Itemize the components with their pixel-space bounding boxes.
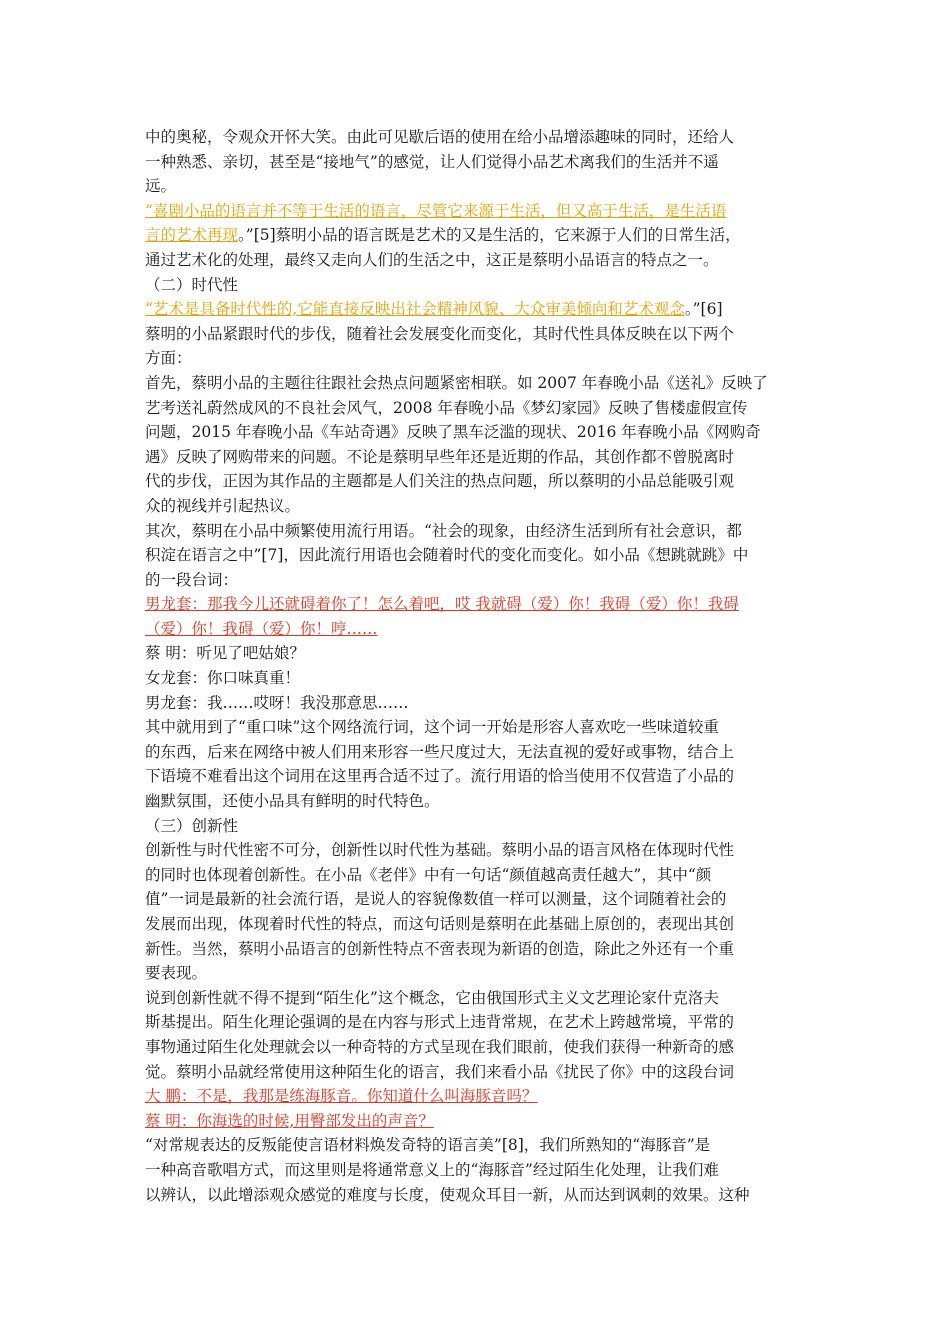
text-line [145, 740, 810, 765]
body-text: （三）创新性 [145, 816, 239, 835]
body-text: 众的视线并引起热议。 [145, 496, 301, 515]
text-line [145, 961, 810, 986]
body-text: 要表现。 [145, 964, 208, 983]
body-text: 首先，蔡明小品的主题往往跟社会热点问题紧密相联。如 2007 年春晚小品《送礼》反映了 [145, 373, 768, 392]
body-text: 代的步伐，正因为其作品的主题都是人们关注的热点问题，所以蔡明的小品总能吸引观 [145, 472, 735, 491]
text-line [145, 420, 810, 445]
text-line [145, 617, 810, 642]
text-line [145, 937, 810, 962]
text-line [145, 568, 810, 593]
body-text: 问题，2015 年春晚小品《车站奇遇》反映了黑车泛滥的现状、2016 年春晚小品《网购奇 [145, 423, 761, 442]
body-text: 通过艺术化的处理，最终又走向人们的生活之中，这正是蔡明小品语言的特点之一。 [145, 250, 719, 269]
body-text: 斯基提出。陌生化理论强调的是在内容与形式上违背常规，在艺术上跨越常境，平常的 [145, 1013, 735, 1032]
body-text: 艺考送礼蔚然成风的不良社会风气，2008 年春晚小品《梦幻家园》反映了售楼虚假宣传 [145, 398, 748, 417]
text-line [145, 1010, 810, 1035]
text-line [145, 543, 810, 568]
text-line [145, 715, 810, 740]
text-line [145, 1084, 810, 1109]
body-text: 的同时也体现着创新性。在小品《老伴》中有一句话“颜值越高责任越大”，其中“颜 [145, 865, 712, 884]
highlighted-text: 大 鹏：不是，我那是练海豚音。你知道什么叫海豚音吗？ [145, 1087, 538, 1106]
body-text: 男龙套：我……哎呀！我没那意思…… [145, 693, 409, 712]
text-line [145, 346, 810, 371]
body-text: 的一段台词： [145, 570, 239, 589]
body-text: 。”[5]蔡明小品的语言既是艺术的又是生活的，它来源于人们的日常生活， [238, 226, 741, 245]
body-text: 下语境不难看出这个词用在这里再合适不过了。流行用语的恰当使用不仅营造了小品的 [145, 767, 735, 786]
text-line [145, 887, 810, 912]
body-text: 积淀在语言之中”[7]，因此流行用语也会随着时代的变化而变化。如小品《想跳就跳》中 [145, 546, 749, 565]
text-line [145, 912, 810, 937]
highlighted-text: “喜剧小品的语言并不等于生活的语言，尽管它来源于生活，但又高于生活，是生活语 [145, 201, 727, 220]
text-line [145, 986, 810, 1011]
text-line [145, 838, 810, 863]
body-text: “对常规表达的反叛能使言语材料焕发奇特的语言美”[8]，我们所熟知的“海豚音”是 [145, 1136, 711, 1155]
text-line [145, 691, 810, 716]
body-text: 蔡明的小品紧跟时代的步伐，随着社会发展变化而变化，其时代性具体反映在以下两个 [145, 324, 735, 343]
highlighted-text: 蔡 明：你海选的时候,用臀部发出的声音？ [145, 1111, 434, 1130]
text-line [145, 1183, 810, 1208]
body-text: 一种高音歌唱方式，而这里则是将通常意义上的“海豚音”经过陌生化处理，让我们难 [145, 1160, 719, 1179]
text-line [145, 445, 810, 470]
body-text: 新性。当然，蔡明小品语言的创新性特点不啻表现为新语的创造，除此之外还有一个重 [145, 939, 735, 958]
text-line [145, 322, 810, 347]
body-text: 方面： [145, 349, 192, 368]
text-line [145, 1133, 810, 1158]
text-line [145, 666, 810, 691]
highlighted-text: “艺术是具备时代性的,它能直接反映出社会精神风貌、大众审美倾向和艺术观念 [145, 300, 685, 319]
text-line [145, 1109, 810, 1134]
text-line [145, 814, 810, 839]
text-line [145, 1158, 810, 1183]
text-line [145, 371, 810, 396]
document-page [145, 125, 810, 1207]
highlighted-text: 言的艺术再现 [145, 226, 239, 245]
body-text: 其中就用到了“重口味”这个网络流行词，这个词一开始是形容人喜欢吃一些味道较重 [145, 718, 719, 737]
body-text: 以辨认，以此增添观众感觉的难度与长度，使观众耳目一新，从而达到讽刺的效果。这种 [145, 1185, 750, 1204]
text-line [145, 396, 810, 421]
body-text: 发展而出现，体现着时代性的特点，而这句话则是蔡明在此基础上原创的，表现出其创 [145, 915, 735, 933]
text-line [145, 592, 810, 617]
body-text: 幽默氛围，还使小品具有鲜明的时代特色。 [145, 792, 440, 811]
text-line [145, 863, 810, 888]
text-line [145, 297, 810, 322]
text-line [145, 248, 810, 273]
body-text: 其次，蔡明在小品中频繁使用流行用语。“社会的现象，由经济生活到所有社会意识，都 [145, 521, 742, 540]
text-line [145, 764, 810, 789]
text-line [145, 469, 810, 494]
text-line [145, 1060, 810, 1085]
highlighted-text: 男龙套：那我今儿还就碍着你了！怎么着吧，哎 我就碍（爱）你！我碍（爱）你！我碍 [145, 595, 739, 614]
body-text: 事物通过陌生化处理就会以一种奇特的方式呈现在我们眼前，使我们获得一种新奇的感 [145, 1037, 735, 1056]
body-text: 值”一词是最新的社会流行语，是说人的容貌像数值一样可以测量，这个词随着社会的 [145, 890, 727, 909]
body-text: 。”[6] [684, 300, 723, 319]
body-text: 远。 [145, 177, 177, 196]
text-line [145, 199, 810, 224]
body-text: 觉。蔡明小品就经常使用这种陌生化的语言，我们来看小品《扰民了你》中的这段台词 [145, 1062, 735, 1081]
text-line [145, 150, 810, 175]
body-text: 一种熟悉、亲切，甚至是“接地气”的感觉，让人们觉得小品艺术离我们的生活并不遥 [145, 152, 719, 171]
text-line [145, 174, 810, 199]
text-line [145, 789, 810, 814]
text-line [145, 519, 810, 544]
text-line [145, 125, 810, 150]
body-text: 蔡 明：听见了吧姑娘？ [145, 644, 305, 663]
text-line [145, 641, 810, 666]
body-text: 女龙套：你口味真重！ [145, 669, 301, 688]
body-text: 中的奥秘，令观众开怀大笑。由此可见歇后语的使用在给小品增添趣味的同时，还给人 [145, 128, 735, 146]
text-line [145, 1035, 810, 1060]
text-line [145, 494, 810, 519]
body-text: 创新性与时代性密不可分，创新性以时代性为基础。蔡明小品的语言风格在体现时代性 [145, 841, 735, 860]
text-line [145, 223, 810, 248]
body-text: 说到创新性就不得不提到“陌生化”这个概念，它由俄国形式主义文艺理论家什克洛夫 [145, 988, 719, 1007]
body-text: 的东西，后来在网络中被人们用来形容一些尺度过大，无法直视的爱好或事物，结合上 [145, 742, 735, 761]
highlighted-text: （爱）你！我碍（爱）你！哼…… [145, 619, 378, 638]
body-text: （二）时代性 [145, 275, 239, 294]
text-line [145, 273, 810, 298]
body-text: 遇》反映了网购带来的问题。不论是蔡明早些年还是近期的作品，其创作都不曾脱离时 [145, 447, 735, 466]
